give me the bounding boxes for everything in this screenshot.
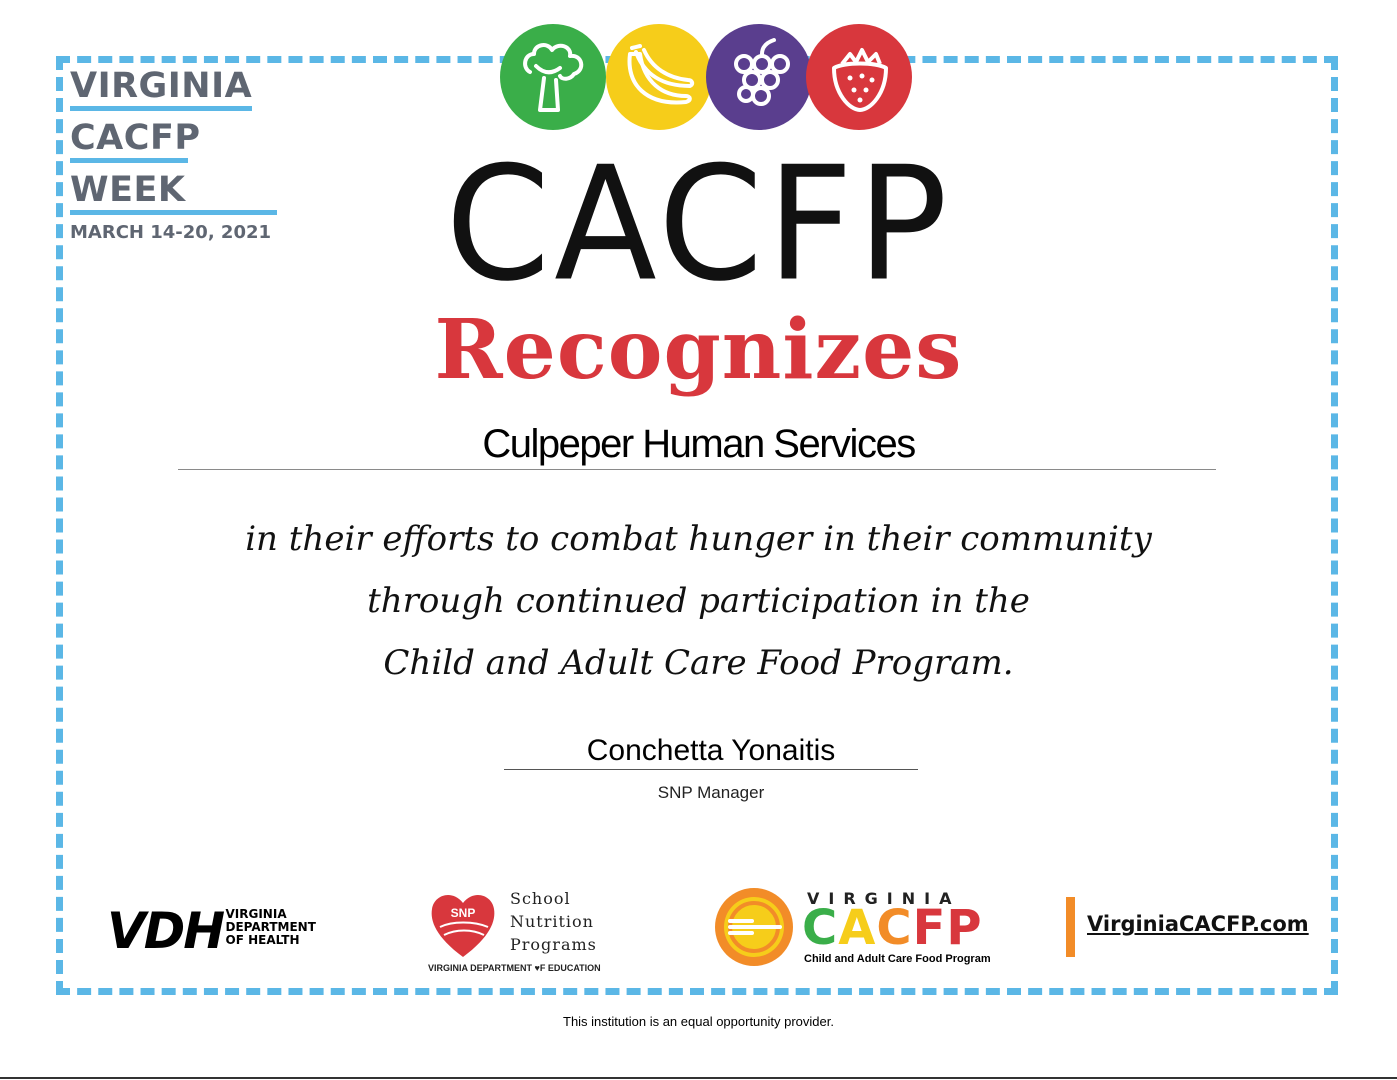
snp-text [510,887,597,956]
fruit-icons [500,24,920,129]
cacfp-wordmark [802,901,983,955]
heart-icon [428,887,498,963]
footer-notice: This institution is an equal opportunity provider. [563,1014,834,1029]
accent-bar [1066,897,1075,957]
week-line-2: CACFP [70,118,201,158]
snp-line-1: School [510,889,571,908]
vdoe-label: VIRGINIA DEPARTMENT ♥F EDUCATION [428,963,601,973]
cacfp-subtitle: Child and Adult Care Food Program [804,953,991,965]
cacfp-letter: P [946,900,983,956]
broccoli-icon [500,24,606,130]
plate-fork-icon [712,885,796,969]
vdh-line-1: VIRGINIA [225,907,287,921]
signer-title: SNP Manager [657,783,765,802]
signer-name: Conchetta Yonaitis [586,734,836,767]
underline [70,106,252,111]
vdh-logo [107,902,316,960]
week-line-3: WEEK [70,170,186,210]
virginia-cacfp-logo [712,885,992,975]
cacfp-state: VIRGINIA [807,889,961,908]
strawberry-icon [806,24,912,130]
grapes-icon [706,24,812,130]
snp-line-2: Nutrition [510,912,594,931]
certificate-body [0,508,1397,694]
week-date: MARCH 14-20, 2021 [70,222,272,243]
page-bottom-line [0,1077,1397,1079]
vdh-mark: VDH [107,902,224,960]
cacfp-letter: C [876,900,913,956]
snp-line-3: Programs [510,935,597,954]
cacfp-letter: A [838,900,877,956]
cacfp-letter: F [912,900,947,956]
body-line-3: Child and Adult Care Food Program. [383,643,1014,683]
snp-logo [428,887,618,977]
snp-badge: SNP [450,906,476,920]
body-line-1: in their efforts to combat hunger in their community [245,519,1152,559]
website-link[interactable]: VirginiaCACFP.com [1087,912,1309,936]
vdh-line-3: OF HEALTH [225,933,300,947]
week-line-1: VIRGINIA [70,66,253,106]
banana-icon [606,24,712,130]
certificate-subtitle: Recognizes [434,302,963,398]
vdh-line-2: DEPARTMENT [225,920,316,934]
recipient-underline [178,469,1216,470]
vdh-text [226,908,316,947]
recipient-name: Culpeper Human Services [482,422,915,466]
signature-line [504,769,918,770]
cacfp-letter: C [802,900,839,956]
certificate-title: CACFP [445,133,952,317]
body-line-2: through continued participation in the [367,581,1030,621]
